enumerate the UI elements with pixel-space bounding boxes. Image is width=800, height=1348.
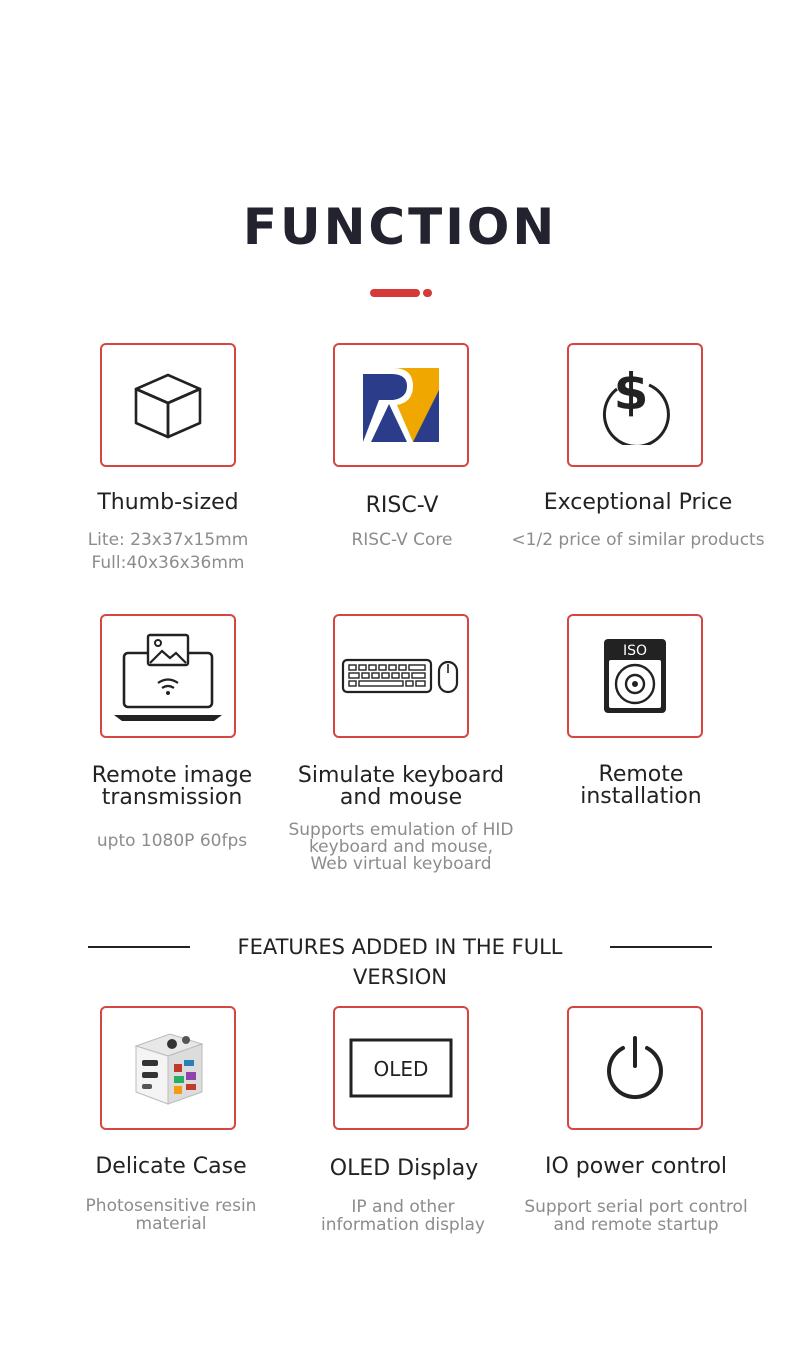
title-accent-bar (370, 289, 420, 297)
feature-card-oled-display (333, 1006, 469, 1130)
device-case-icon (128, 1026, 208, 1110)
feature-title: RISC-V (365, 493, 439, 518)
feature-card-delicate-case (100, 1006, 236, 1130)
feature-title: IO power control (544, 1154, 728, 1179)
iso-disc-icon (603, 638, 667, 714)
feature-card-io-power (567, 1006, 703, 1130)
full-version-divider (0, 932, 800, 989)
feature-card-thumb-sized (100, 343, 236, 467)
feature-title: OLED Display (329, 1156, 479, 1181)
divider-label: FEATURES ADDED IN THE FULL VERSION (237, 935, 563, 989)
feature-title: Thumb-sized (97, 490, 239, 515)
feature-desc: IP and other information display (321, 1197, 485, 1235)
feature-desc: <1/2 price of similar products (511, 530, 765, 550)
title-accent-dot (423, 289, 432, 297)
feature-card-riscv (333, 343, 469, 467)
feature-desc: upto 1080P 60fps (96, 831, 248, 851)
page-title: FUNCTION (242, 198, 558, 256)
feature-desc: Support serial port control and remote startup (524, 1197, 748, 1235)
feature-desc: Photosensitive resin material (85, 1196, 257, 1234)
feature-desc: Supports emulation of HID keyboard and mouse, Web virtual keyboard (288, 820, 514, 874)
divider-line-right (610, 946, 712, 948)
feature-card-remote-image (100, 614, 236, 738)
svg-text:OLED: OLED (373, 1057, 429, 1081)
feature-card-keyboard-mouse (333, 614, 469, 738)
riscv-logo-icon (363, 368, 439, 442)
feature-title: Delicate Case (95, 1154, 247, 1179)
power-icon (603, 1036, 667, 1100)
divider-line-left (88, 946, 190, 948)
feature-title: Remote installation (580, 762, 702, 809)
feature-desc: RISC-V Core (351, 530, 453, 550)
svg-text:$: $ (613, 365, 649, 421)
dollar-icon (595, 365, 675, 445)
svg-text:ISO: ISO (622, 643, 648, 659)
feature-card-remote-installation (567, 614, 703, 738)
feature-title: Remote image transmission (91, 763, 253, 810)
oled-display-icon (349, 1038, 453, 1098)
cube-icon (130, 367, 206, 443)
laptop-image-icon (114, 631, 222, 721)
feature-title: Exceptional Price (543, 490, 733, 515)
feature-title: Simulate keyboard and mouse (297, 763, 505, 810)
keyboard-mouse-icon (341, 656, 461, 696)
feature-card-exceptional-price (567, 343, 703, 467)
feature-desc: Lite: 23x37x15mm Full:40x36x36mm (87, 530, 249, 573)
